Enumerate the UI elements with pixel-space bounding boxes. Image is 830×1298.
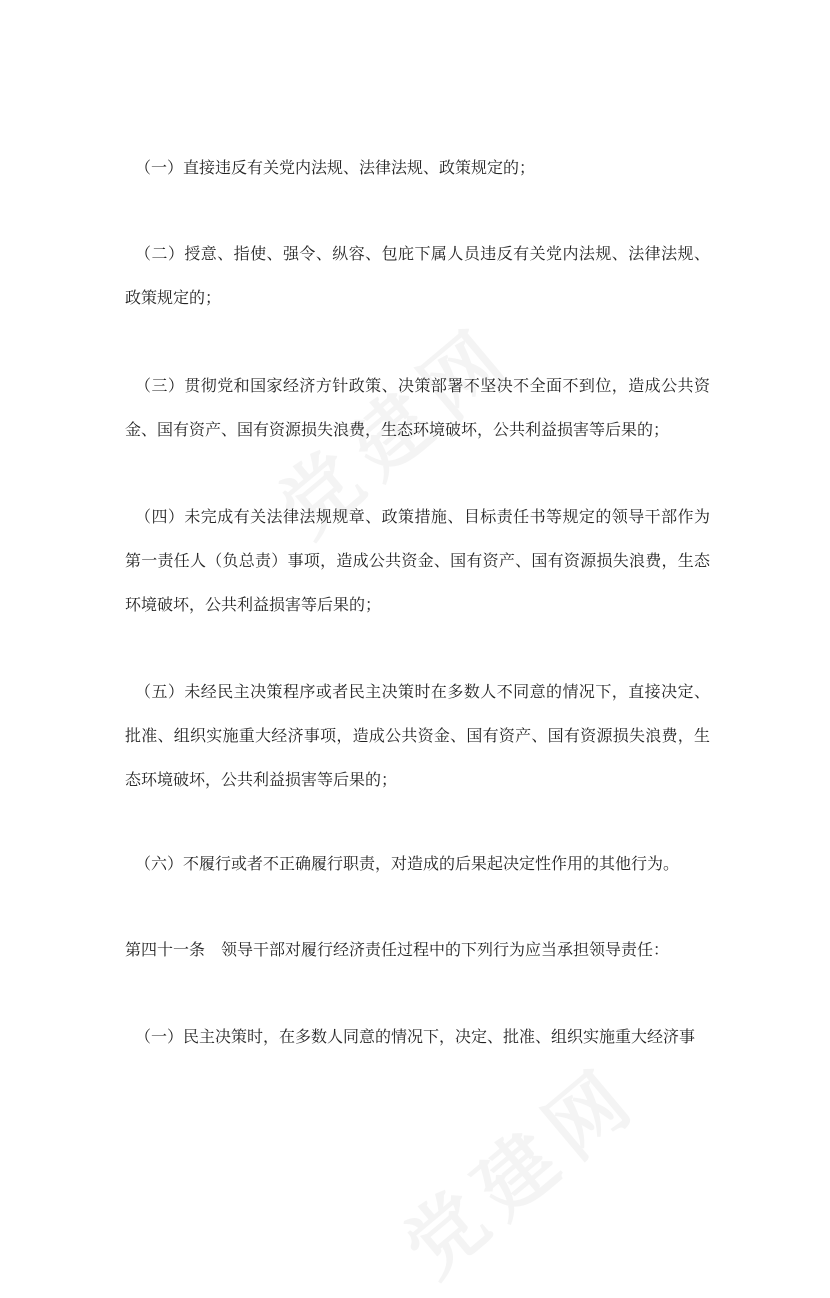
paragraph-item-6: （六）不履行或者不正确履行职责，对造成的后果起决定性作用的其他行为。 [135, 854, 680, 873]
article-41-heading: 第四十一条 领导干部对履行经济责任过程中的下列行为应当承担领导责任： [125, 940, 670, 959]
watermark [376, 1034, 659, 1297]
paragraph-item-1: （一）直接违反有关党内法规、法律法规、政策规定的； [135, 158, 536, 177]
paragraph-item-4: （四）未完成有关法律法规规章、政策措施、目标责任书等规定的领导干部作为第一责任人（负总责）事项，造成公共资金、国有资产、国有资源损失浪费，生态环境破坏，公共利益损害等后果的； [125, 507, 710, 614]
paragraph-item-2: （二）授意、指使、强令、纵容、包庇下属人员违反有关党内法规、法律法规、政策规定的； [125, 244, 710, 307]
paragraph-item-5: （五）未经民主决策程序或者民主决策时在多数人不同意的情况下，直接决定、批准、组织实施重大经济事项，造成公共资金、国有资产、国有资源损失浪费，生态环境破坏，公共利益损害等后果的； [125, 682, 710, 789]
paragraph-item-3: （三）贯彻党和国家经济方针政策、决策部署不坚决不全面不到位，造成公共资金、国有资产、国有资源损失浪费，生态环境破坏，公共利益损害等后果的； [125, 376, 710, 439]
paragraph-item-1-cont: （一）民主决策时，在多数人同意的情况下，决定、批准、组织实施重大经济事 [135, 1027, 696, 1046]
